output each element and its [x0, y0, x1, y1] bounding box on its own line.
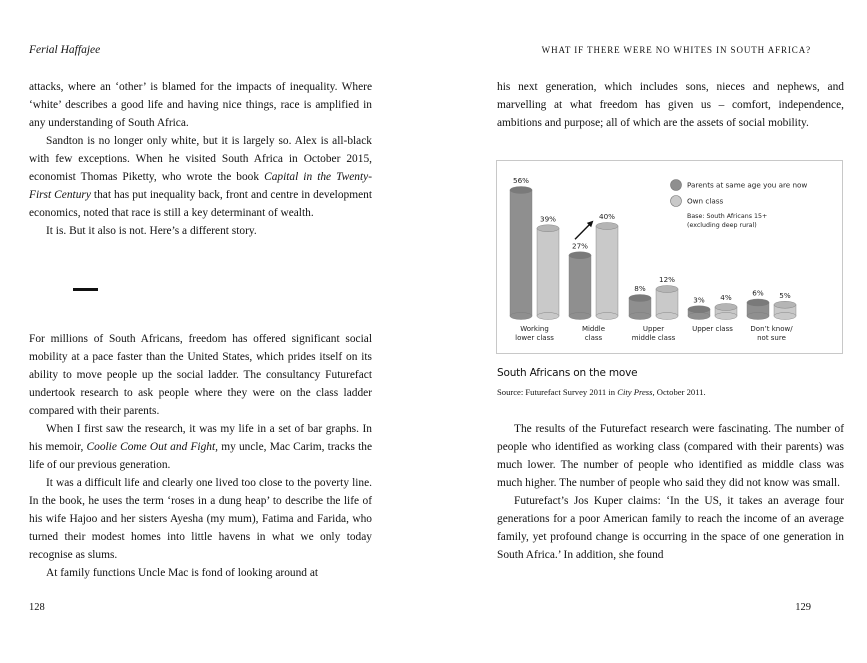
bar-base: [629, 313, 651, 320]
book-title: Coolie Come Out and Fight,: [86, 441, 219, 453]
bar-chart: [497, 161, 842, 353]
bar-top: [774, 301, 796, 308]
data-label: 39%: [540, 214, 556, 224]
bar-top: [569, 252, 591, 259]
legend-note: Base: South Africans 15+: [687, 213, 768, 220]
paragraph-text: Sandton is no longer only white, but it is largely so. Alex is all-black with few exceptions. When he visited South Africa in October 2015, economist Thomas Piketty, who wrote the book: [29, 135, 372, 183]
data-label: 5%: [779, 290, 791, 300]
paragraph: At family functions Uncle Mac is fond of looking around at: [46, 567, 319, 579]
bar-top: [510, 187, 532, 194]
legend-label: Parents at same age you are now: [687, 180, 808, 190]
book-title: Capital in the Twenty-First Century: [29, 171, 372, 201]
bar-parents: [569, 255, 591, 316]
paragraph: Futurefact’s Jos Kuper claims: ‘In the US, it takes an average four generations for a poor American family to reach the income of an average family, yet profound change is occurring in the space of one generation in South Africa.’ In addition, she found: [497, 495, 844, 561]
right-page: [433, 0, 867, 663]
paragraph-text: that has put inequality back, front and centre in development economics, noted that race is still a key determinant of wealth.: [29, 189, 372, 219]
source-date: October 2011.: [654, 387, 706, 397]
bar-top: [747, 299, 769, 306]
category-label: not sure: [757, 334, 786, 342]
bar-base: [596, 313, 618, 320]
bar-base: [656, 313, 678, 320]
data-label: 27%: [572, 241, 588, 251]
bar-base: [747, 313, 769, 320]
data-label: 3%: [693, 295, 705, 305]
paragraph: [29, 420, 372, 474]
data-label: 40%: [599, 212, 615, 221]
category-label: Upper class: [692, 325, 733, 333]
running-head-author: Ferial Haffajee: [29, 44, 101, 56]
right-text-bottom: [497, 420, 844, 564]
data-label: 8%: [634, 284, 646, 293]
category-label: Working: [520, 325, 549, 333]
paragraph: It was a difficult life and clearly one lived too close to the poverty line. In the book, he uses the term ‘roses in a dung heap’ to describe the life of his wife Hajoo and her sisters Ayesha (my mum), Fatima and Farida, who turned their modest homes into little havens in what we only today recognise as slums.: [29, 477, 372, 561]
bar-own: [537, 228, 559, 316]
bar-top: [537, 225, 559, 232]
page-number-right: 129: [795, 602, 811, 613]
legend-swatch: [671, 196, 682, 207]
paragraph-text: When I first saw the research, it was my life in a set of bar graphs. In his memoir,: [29, 423, 372, 453]
bar-base: [569, 313, 591, 320]
category-label: lower class: [515, 334, 554, 342]
bar-top: [629, 295, 651, 302]
bar-base: [715, 313, 737, 320]
bar-top: [596, 223, 618, 230]
data-label: 12%: [659, 275, 675, 284]
figure-caption-title: South Africans on the move: [497, 367, 638, 379]
paragraph: [29, 132, 372, 222]
legend-swatch: [671, 180, 682, 191]
bar-own: [596, 226, 618, 316]
bar-top: [688, 306, 710, 313]
left-text-top: [29, 78, 372, 240]
bar-base: [537, 313, 559, 320]
paragraph: For millions of South Africans, freedom has offered significant social mobility at a pace faster than the United States, which prides itself on its ability to move people up the social ladder. The consultancy Futurefact undertook research to ask people where they were on the class ladder compared with their parents.: [29, 333, 372, 417]
paragraph: The results of the Futurefact research were fascinating. The number of people who identified as working class (compared with their parents) was much lower. The number of people who identified as middle class was much higher. The number of people who said they did not know was small.: [497, 423, 844, 489]
paragraph: It is. But it also is not. Here’s a different story.: [46, 225, 257, 237]
running-head-title: WHAT IF THERE WERE NO WHITES IN SOUTH AFRICA?: [541, 45, 811, 55]
category-label: Upper: [642, 325, 665, 333]
bar-base: [688, 313, 710, 320]
category-label: middle class: [631, 334, 676, 342]
bar-base: [510, 313, 532, 320]
chart-figure: [496, 160, 843, 354]
figure-source: [497, 387, 706, 397]
left-text-bottom: [29, 330, 372, 582]
bar-top: [715, 304, 737, 311]
legend-note: (excluding deep rural): [687, 222, 757, 229]
paragraph: attacks, where an ‘other’ is blamed for the impacts of inequality. Where ‘white’ describes a good life and having nice things, race is amplified in any understanding of South Africa.: [29, 81, 372, 129]
bar-own: [656, 289, 678, 316]
source-publication: City Press,: [617, 387, 655, 397]
data-label: 56%: [513, 176, 529, 185]
bar-base: [774, 313, 796, 320]
data-label: 4%: [720, 293, 732, 302]
paragraph: his next generation, which includes sons, nieces and nephews, and marvelling at what freedom has given us – comfort, independence, ambitions and purpose; all of which are the assets of social mobility.: [497, 81, 844, 129]
left-page: [0, 0, 433, 663]
page-number-left: 128: [29, 602, 45, 613]
data-label: 6%: [752, 288, 764, 298]
category-label: Middle: [581, 325, 606, 333]
paragraph-text: my uncle, Mac Carim, tracks the life of our previous generation.: [29, 441, 372, 471]
source-text: Source: Futurefact Survey 2011 in: [497, 387, 618, 397]
right-text-top: [497, 78, 844, 132]
category-label: class: [584, 334, 603, 342]
legend-label: Own class: [687, 196, 724, 206]
section-break-rule: [73, 288, 98, 291]
category-label: Don’t know/: [750, 325, 793, 333]
bar-top: [656, 286, 678, 293]
bar-parents: [510, 190, 532, 316]
